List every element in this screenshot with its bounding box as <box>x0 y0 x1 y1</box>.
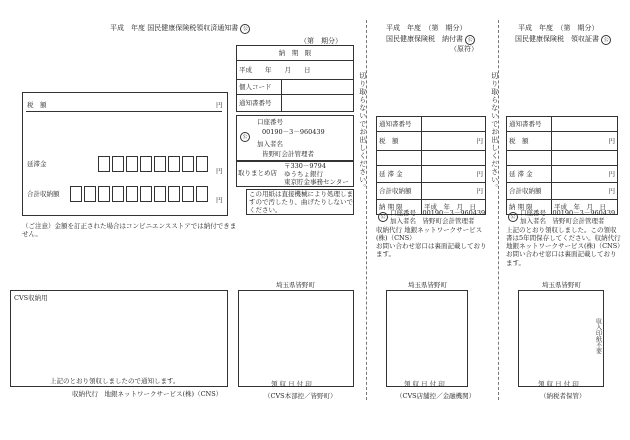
p3-table <box>376 116 486 215</box>
p2-bank-label: 取りまとめ店 <box>238 169 277 177</box>
p2-account-mark <box>240 132 250 142</box>
p2-personal-code-value <box>282 80 354 95</box>
p3-title: 平成 年度 （第 期分） <box>386 24 467 32</box>
cut-text-2: 切り取らないでお出しください。 <box>490 72 499 192</box>
p1-total-digits <box>70 186 210 202</box>
p2-deadline: 納 期 限 <box>237 46 354 61</box>
p2-stamp-sub: （CVS本部控／皆野町） <box>264 392 337 400</box>
p4-notice-no: 通知書番号 <box>507 117 552 132</box>
p3-notice-no: 通知書番号 <box>377 117 422 132</box>
p4-subscriber: 加入者名 皆野町会計管理者 <box>520 217 605 225</box>
p2-subscriber: 皆野町会計管理者 <box>262 150 314 158</box>
p3-mark <box>378 212 388 222</box>
p2-notice-no: 通知書番号 <box>237 95 282 112</box>
p4-notes: 上記のとおり領収しました。この領収書は5年間保存してください。収納代行 地銀ネットワークサービス(株)（CNS）お問い合わせ窓口は裏面記載しております。 <box>506 226 628 267</box>
p3-agent: 収納代行 地銀ネットワークサービス(株)（CNS） <box>376 226 483 243</box>
p4-stamp-sub: （納税者保管） <box>540 392 586 400</box>
p2-subscriber-label: 加入者名 <box>257 140 283 148</box>
circle-mark-icon: 公 <box>240 132 250 142</box>
p4-town: 埼玉県皆野町 <box>542 281 581 289</box>
cut-text-1: 切り取らないでお出しください。 <box>358 72 367 192</box>
p4-stamp-box <box>518 290 604 387</box>
p1-late-label: 延滞金 <box>27 160 47 168</box>
p1-cvs-notice: 上記のとおり領収しましたので通知します。 <box>50 377 180 385</box>
circle-mark-icon: 公 <box>601 35 611 45</box>
p3-subscriber: 加入者名 皆野町会計管理者 <box>390 217 475 225</box>
p4-late-yen: 円 <box>552 166 618 183</box>
p4-deadline: 納 期 限 <box>507 200 552 215</box>
p3-sub: 国民健康保険税 納付書 公 <box>386 35 475 45</box>
p1-total-label: 合計収納額 <box>27 190 60 198</box>
p1-note: （ご注意）金額を訂正された場合はコンビニエンスストアでは納付できません。 <box>22 222 237 239</box>
p4-table <box>506 116 618 215</box>
p3-town: 埼玉県皆野町 <box>408 281 447 289</box>
p2-notice-no-value <box>282 95 354 112</box>
circle-mark-icon: 公 <box>465 35 475 45</box>
p4-stamp: 領 収 日 付 印 <box>538 380 579 388</box>
p2-warning: この用紙は直接機械により処理しますので汚したり、曲げたりしないでください。 <box>249 190 353 215</box>
p4-mark <box>508 212 518 222</box>
p1-tax-yen: 円 <box>216 101 223 109</box>
p2-account-label: 口座番号 <box>257 118 283 126</box>
p3-contact: お問い合わせ窓口は裏面記載しております。 <box>376 242 487 259</box>
p3-tax-yen: 円 <box>422 132 486 151</box>
p4-total-yen: 円 <box>552 183 618 200</box>
p2-bank-line-1: 〒330－9794 <box>284 162 326 170</box>
p3-total: 合計収納額 <box>377 183 422 200</box>
p4-title: 平成 年度 （第 期分） <box>518 24 599 32</box>
p2-account-no: 00190－3－960439 <box>262 128 325 136</box>
p1-agent: 収納代行 地銀ネットワークサービス(株)（CNS） <box>72 390 223 398</box>
p2-stamp: 領 収 日 付 印 <box>271 380 312 388</box>
p1-tax-label: 税 額 <box>27 101 47 109</box>
p1-cvs-label: CVS収納用 <box>14 294 48 302</box>
circle-mark-icon: 公 <box>240 24 250 34</box>
p3-stamp: 領 収 日 付 印 <box>404 380 445 388</box>
p3-blank <box>377 151 422 166</box>
p3-stamp-box <box>386 290 468 387</box>
p2-date-row: 平成 年 月 日 <box>237 61 354 80</box>
p3-stamp-sub: （CVS店舗控／金融機関） <box>396 392 476 400</box>
p1-cvs-box <box>10 290 228 387</box>
p2-personal-code: 個人コード <box>237 80 282 95</box>
p4-date: 平成 年 月 日 <box>552 200 618 215</box>
p2-form-table <box>236 45 354 112</box>
p4-blank <box>507 151 552 166</box>
p4-total: 合計収納額 <box>507 183 552 200</box>
p2-bank-line-2: ゆうちょ銀行 <box>284 170 323 178</box>
p1-title: 平成 年度 国民健康保険税領収済通知書 公 <box>110 24 250 34</box>
p3-late-yen: 円 <box>422 166 486 183</box>
p2-stamp-box <box>238 290 354 387</box>
p2-town: 埼玉県皆野町 <box>276 281 315 289</box>
circle-mark-icon: 公 <box>378 212 388 222</box>
p3-date: 平成 年 月 日 <box>422 200 486 215</box>
p3-total-yen: 円 <box>422 183 486 200</box>
p4-sub: 国民健康保険税 領収証書 公 <box>515 35 611 45</box>
p4-late: 延 滞 金 <box>507 166 552 183</box>
p1-total-yen: 円 <box>216 196 223 204</box>
p1-late-digits <box>98 156 210 172</box>
p2-bank-line-3: 東京貯金事務センター <box>284 178 349 186</box>
p3-late: 延 滞 金 <box>377 166 422 183</box>
p1-period: （第 期分） <box>300 37 342 45</box>
p1-late-yen: 円 <box>216 167 223 175</box>
p4-account: 口座番号 00190－3－960439 <box>520 209 616 217</box>
p3-deadline: 納 期 限 <box>377 200 422 215</box>
p3-tax: 税 額 <box>377 132 422 151</box>
p4-tax-yen: 円 <box>552 132 618 151</box>
p1-tax-line <box>26 111 222 112</box>
p3-original: （原符） <box>450 45 478 53</box>
p3-account: 口座番号 00190－3－960439 <box>390 209 486 217</box>
circle-mark-icon: 公 <box>508 212 518 222</box>
p4-no-seal: 収入印紙不要 <box>594 318 602 354</box>
p4-tax: 税 額 <box>507 132 552 151</box>
